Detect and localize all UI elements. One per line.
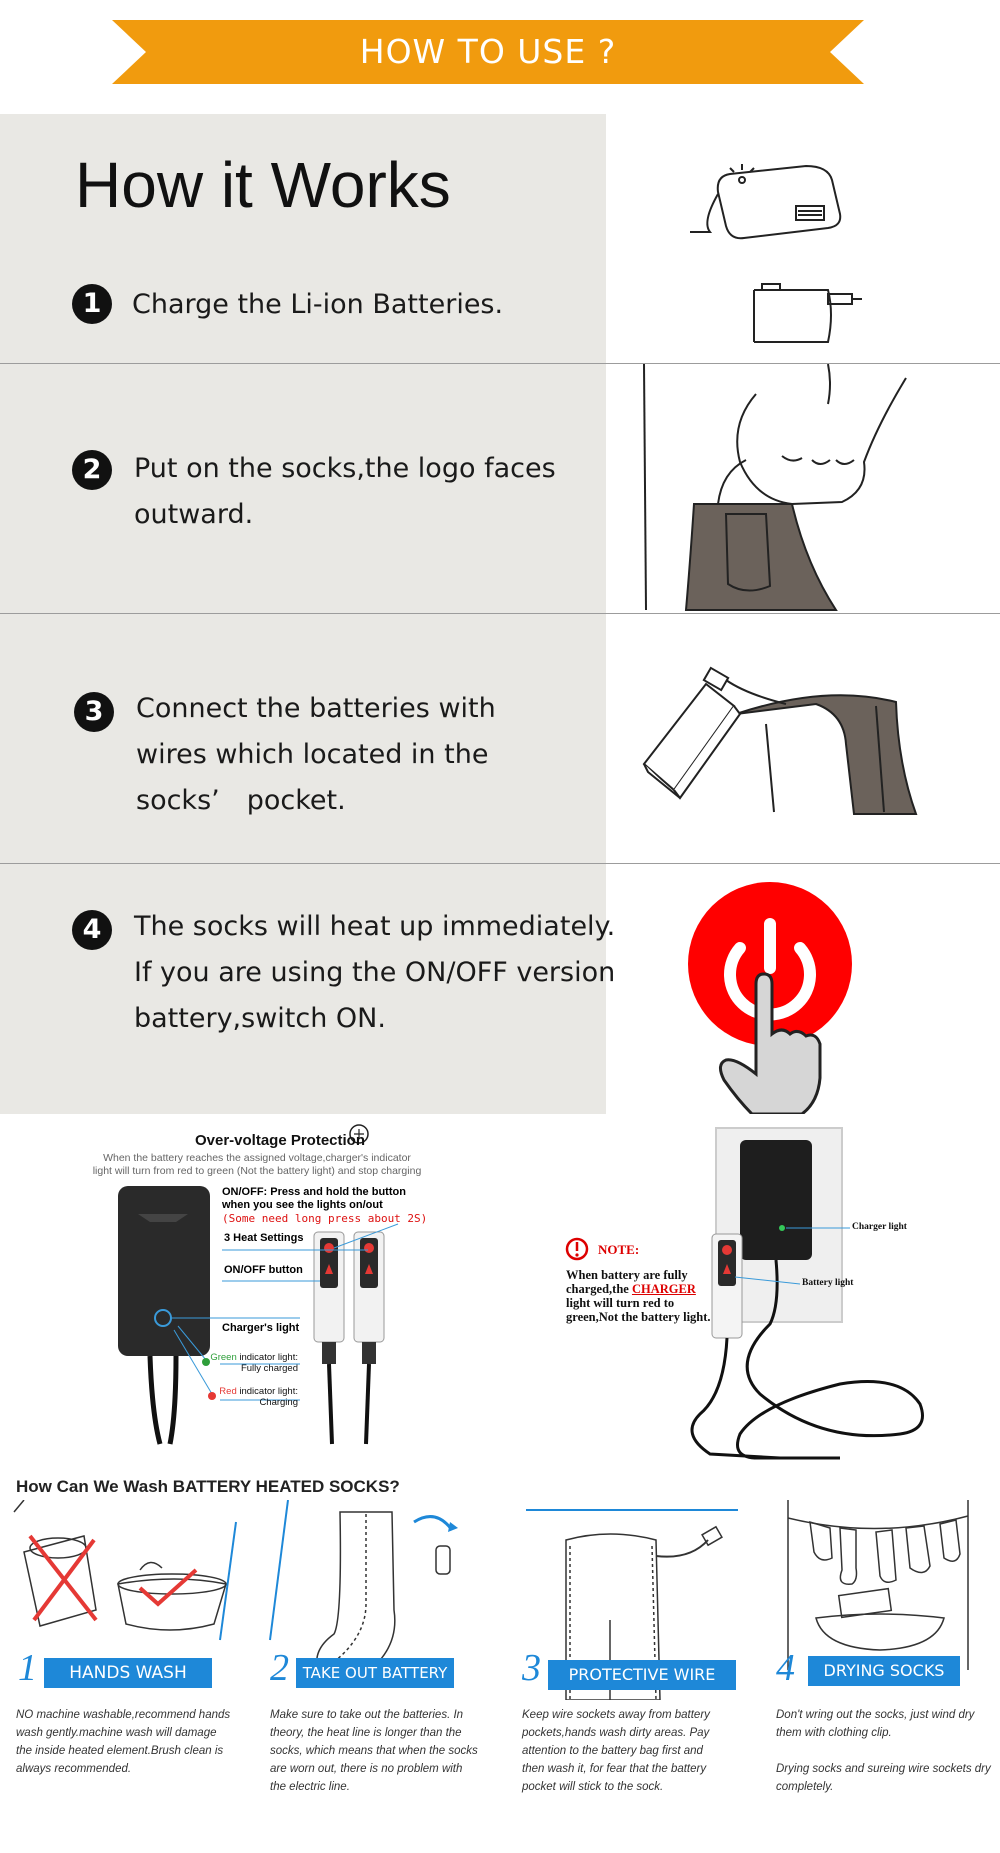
desc-line: Make sure to take out the batteries. In — [270, 1709, 464, 1721]
desc-line: the electric line. — [270, 1781, 350, 1793]
wash-label-protective-wire: PROTECTIVE WIRE — [548, 1660, 736, 1690]
charger-icon — [606, 114, 1000, 364]
power-button-illustration — [606, 864, 1000, 1114]
desc-line: pocket will stick to the sock. — [522, 1781, 664, 1793]
wash-label-hands-wash: HANDS WASH — [44, 1658, 212, 1688]
long-press-note: (Some need long press about 2S) — [222, 1212, 428, 1225]
step-line: battery,switch ON. — [134, 1003, 386, 1034]
step-line: socks’ pocket. — [136, 785, 346, 816]
note-text: light will turn red to green,Not the battery light. — [566, 1296, 711, 1324]
desc-line: NO machine washable,recommend hands — [16, 1709, 231, 1721]
red-word: Red — [219, 1386, 237, 1397]
desc-line: socks, which means that when the socks — [270, 1745, 478, 1757]
note-text: When battery are fully charged,the — [566, 1268, 688, 1296]
step-line: wires which located in the — [136, 739, 489, 770]
step-4 — [0, 864, 1000, 1114]
putting-on-sock-illustration — [606, 364, 1000, 614]
desc-line: wash gently.machine wash will damage — [16, 1727, 217, 1739]
indicator-text: indicator light: — [236, 1386, 298, 1397]
banner-title: HOW TO USE ? — [359, 32, 617, 71]
step-number: 4 — [72, 910, 112, 950]
green-indicator-label — [210, 1352, 298, 1374]
desc-line: pockets,hands wash dirty areas. Pay — [522, 1727, 710, 1739]
step-line: Charge the Li-ion Batteries. — [132, 289, 504, 320]
indicator-text: indicator light: — [236, 1352, 298, 1363]
wash-label-drying-socks: DRYING SOCKS — [808, 1656, 960, 1686]
how-it-works-section — [0, 114, 1000, 1114]
onoff-line: ON/OFF: Press and hold the button — [222, 1186, 406, 1198]
onoff-line: when you see the lights on/out — [222, 1199, 383, 1211]
desc-line: attention to the battery bag first and — [522, 1745, 703, 1757]
wash-number: 4 — [776, 1647, 795, 1689]
ovp-subtitle-line: When the battery reaches the assigned voltage,charger's indicator — [103, 1152, 411, 1164]
fully-charged-text: Fully charged — [240, 1363, 298, 1374]
step-line: The socks will heat up immediately. — [134, 911, 616, 942]
wash-number: 2 — [270, 1647, 289, 1689]
charger-battery-illustration — [606, 114, 1000, 364]
step-line: outward. — [134, 499, 254, 530]
battery-sock-icon — [606, 614, 1000, 864]
how-it-works-title: How it Works — [75, 149, 451, 221]
step-number: 1 — [72, 284, 112, 324]
note-heading: NOTE: — [598, 1242, 640, 1257]
charger-info-section — [0, 1114, 1000, 1474]
onoff-label — [222, 1186, 406, 1212]
wash-desc — [522, 1706, 710, 1796]
connect-battery-illustration — [606, 614, 1000, 864]
wash-desc — [16, 1706, 230, 1778]
charging-text: Charging — [259, 1397, 298, 1408]
desc-line: Drying socks and sureing wire sockets dry — [776, 1763, 991, 1775]
step-line: If you are using the ON/OFF version — [134, 957, 616, 988]
desc-line: theory, the heat line is longer than the — [270, 1727, 462, 1739]
red-indicator-label — [210, 1386, 298, 1408]
charger-light-label: Charger light — [852, 1222, 907, 1232]
note-body — [566, 1268, 711, 1324]
desc-line: then wash it, for fear that the battery — [522, 1763, 707, 1775]
wash-desc — [776, 1706, 991, 1796]
wash-label-take-out-battery: TAKE OUT BATTERY — [296, 1658, 454, 1688]
step-1 — [0, 114, 1000, 364]
step-number: 3 — [74, 692, 114, 732]
ovp-title: Over-voltage Protection — [194, 1132, 366, 1149]
wash-desc — [270, 1706, 478, 1796]
wash-title: How Can We Wash BATTERY HEATED SOCKS? — [16, 1477, 400, 1496]
wash-number: 1 — [18, 1647, 37, 1689]
how-to-use-banner — [112, 20, 864, 84]
onoff-button-label: ON/OFF button — [224, 1264, 303, 1276]
heat-settings-label: 3 Heat Settings — [224, 1232, 304, 1244]
desc-line: the inside heated element.Brush clean is — [16, 1745, 224, 1757]
ovp-subtitle-line: light will turn from red to green (Not the battery light) and stop charging — [92, 1165, 422, 1177]
ovp-subtitle — [92, 1152, 422, 1178]
sock-hand-icon — [606, 364, 1000, 614]
charger-highlight: CHARGER — [631, 1282, 696, 1296]
desc-line — [776, 1742, 991, 1760]
desc-line: Don't wring out the socks, just wind dry — [776, 1709, 975, 1721]
step-text — [132, 282, 503, 328]
chargers-light-label: Charger's light — [222, 1322, 300, 1334]
wash-section — [0, 1500, 1000, 1853]
green-word: Green — [210, 1352, 237, 1363]
step-number: 2 — [72, 450, 112, 490]
wash-number: 3 — [522, 1647, 541, 1689]
desc-line: always recommended. — [16, 1763, 132, 1775]
step-text — [136, 686, 496, 824]
step-3 — [0, 614, 1000, 864]
step-line: Put on the socks,the logo faces — [134, 453, 556, 484]
desc-line: completely. — [776, 1781, 834, 1793]
step-text — [134, 446, 556, 538]
battery-light-label: Battery light — [802, 1278, 854, 1288]
desc-line: Keep wire sockets away from battery — [522, 1709, 710, 1721]
power-icon — [606, 864, 1000, 1114]
desc-line: them with clothing clip. — [776, 1727, 892, 1739]
step-text — [134, 904, 615, 1042]
step-2 — [0, 364, 1000, 614]
desc-line: are worn out, there is no problem with — [270, 1763, 463, 1775]
step-line: Connect the batteries with — [136, 693, 496, 724]
